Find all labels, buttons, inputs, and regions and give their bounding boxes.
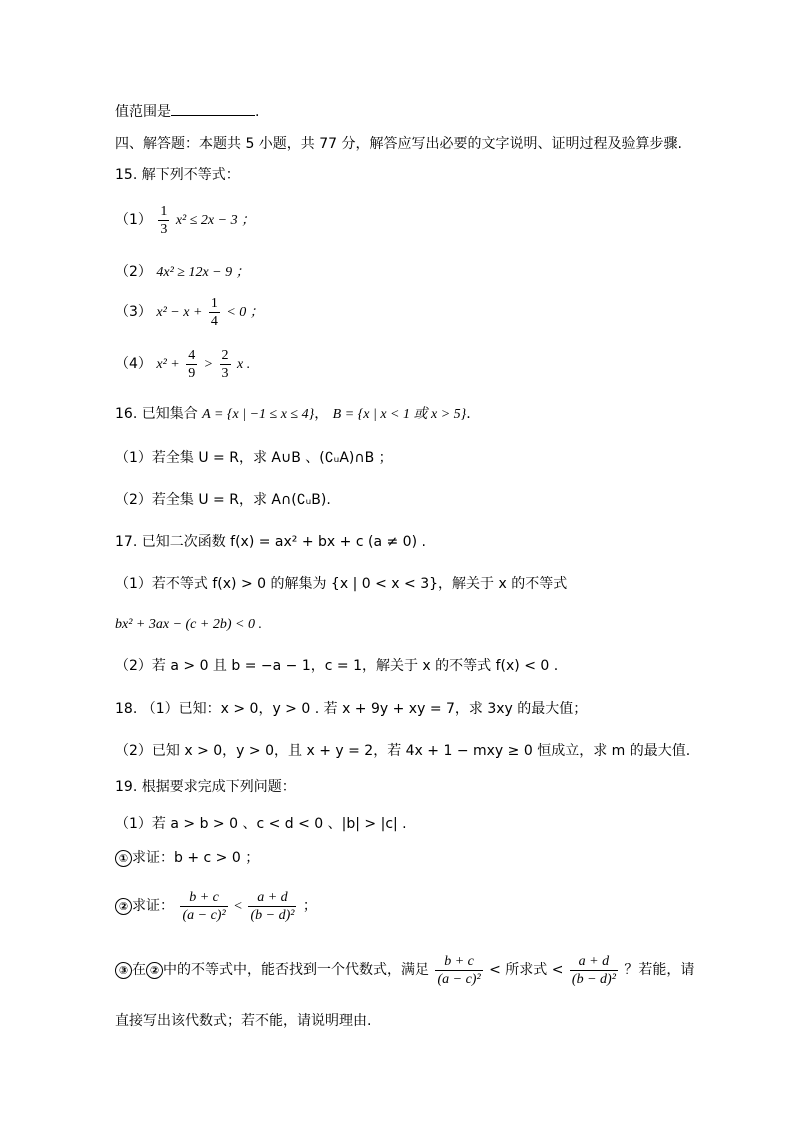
section-heading: 四、解答题：本题共 5 小题，共 77 分，解答应写出必要的文字说明、证明过程及验算步骤. xyxy=(115,136,682,152)
q18-part2: （2）已知 x > 0，y > 0，且 x + y = 2，若 4x + 1 − mxy ≥ 0 恒成立，求 m 的最大值. xyxy=(115,743,691,759)
q15-p2-label: （2） xyxy=(115,264,152,280)
q15-p4-head: x² + xyxy=(156,357,180,372)
q19-claim3: ③ 在 ② 中的不等式中，能否找到一个代数式，满足 $\frac{b + c}{\text{(a − c)²}}$ < 所求式 < $\frac{a + d}{\text{(b − d)²}}$ ？若能，请 xyxy=(115,950,694,990)
fraction-one-third: $\frac{1}{3}$ xyxy=(160,203,168,237)
q15-p1-expr: x² ≤ 2x − 3 ； xyxy=(175,213,256,228)
q15-p2-expr: 4x² ≥ 12x − 9 ； xyxy=(156,265,250,280)
q15-stem: 15. 解下列不等式： xyxy=(115,167,240,183)
fraction-four-ninths: $\frac{4}{9}$ xyxy=(188,347,196,381)
q16-part2: （2）若全集 U = R，求 A∩(∁ᵤB). xyxy=(115,492,331,508)
q17-stem: 17. 已知二次函数 f(x) = ax² + bx + c (a ≠ 0) . xyxy=(115,534,426,550)
q16-stem: 16. 已知集合 A = {x | −1 ≤ x ≤ 4}， B = {x | x < 1 或 x > 5}. xyxy=(115,406,471,422)
q15-part4 xyxy=(115,346,250,383)
fraction-one-fourth: $\frac{1}{4}$ xyxy=(210,295,218,329)
q17-part1-line1: （1）若不等式 f(x) > 0 的解集为 {x | 0 < x < 3}，解关于 x 的不等式 xyxy=(115,576,568,592)
q15-p3-label: （3） xyxy=(115,304,152,320)
q17-part1-line2: bx² + 3ax − (c + 2b) < 0 . xyxy=(115,617,262,632)
answer-blank xyxy=(171,101,255,116)
fraction-two-thirds: $\frac{2}{3}$ xyxy=(221,347,229,381)
q15-part1 xyxy=(115,202,255,239)
fraction-bc-over-ac2: $\frac{b + c}{\text{(a − c)²}}$ xyxy=(182,889,226,923)
set-b: B = {x | x < 1 或 x > 5} xyxy=(332,407,467,422)
circled-two-ref-marker: ② xyxy=(146,962,163,979)
range-line xyxy=(115,101,259,122)
claim1-text: 求证：b + c > 0 ； xyxy=(132,850,260,866)
q18-part1: 18. （1）已知：x > 0，y > 0 . 若 x + 9y + xy = 7，求 3xy 的最大值； xyxy=(115,701,588,717)
q15-p4-mid: > xyxy=(203,357,214,372)
circled-three-marker: ③ xyxy=(115,962,132,979)
q15-p4-label: （4） xyxy=(115,356,152,372)
q19-part1: （1）若 a > b > 0 、c < d < 0 、|b| > |c| . xyxy=(115,816,407,832)
range-prefix: 值范围是 xyxy=(115,104,171,120)
q19-claim2: ② 求证： $\frac{b + c}{\text{(a − c)²}}$ < $\frac{a + d}{\text{(b − d)²}}$ ； xyxy=(115,886,317,927)
fraction-bc-over-ac2-ref: $\frac{b + c}{\text{(a − c)²}}$ xyxy=(437,953,481,987)
fraction-ad-over-bd2-ref: $\frac{a + d}{\text{(b − d)²}}$ xyxy=(571,953,616,987)
claim3-text: 中的不等式中，能否找到一个代数式，满足 xyxy=(163,962,429,978)
q15-p3-head: x² − x + xyxy=(156,305,203,320)
q19-stem: 19. 根据要求完成下列问题： xyxy=(115,779,296,795)
q19-claim1 xyxy=(115,848,259,868)
circled-one-marker: ① xyxy=(115,850,132,867)
q15-p3-tail: < 0 ； xyxy=(226,305,264,320)
claim2-text: 求证： xyxy=(132,898,174,914)
q16-part1: （1）若全集 U = R，求 A∪B 、(∁ᵤA)∩B ； xyxy=(115,450,393,466)
q17-part2: （2）若 a > 0 且 b = −a − 1，c = 1，解关于 x 的不等式 f(x) < 0 . xyxy=(115,658,559,674)
fraction-ad-over-bd2: $\frac{a + d}{\text{(b − d)²}}$ xyxy=(250,889,295,923)
q15-p4-tail: x . xyxy=(237,357,251,372)
range-suffix: . xyxy=(255,104,260,120)
q15-p1-label: （1） xyxy=(115,212,152,228)
circled-two-marker: ② xyxy=(115,898,132,915)
q19-claim3-line2: 直接写出该代数式；若不能，请说明理由. xyxy=(115,1013,372,1029)
q15-part2 xyxy=(115,262,250,283)
q16-stem-prefix: 16. 已知集合 xyxy=(115,406,198,422)
q15-part3 xyxy=(115,294,264,331)
set-a: A = {x | −1 ≤ x ≤ 4} xyxy=(202,407,315,422)
